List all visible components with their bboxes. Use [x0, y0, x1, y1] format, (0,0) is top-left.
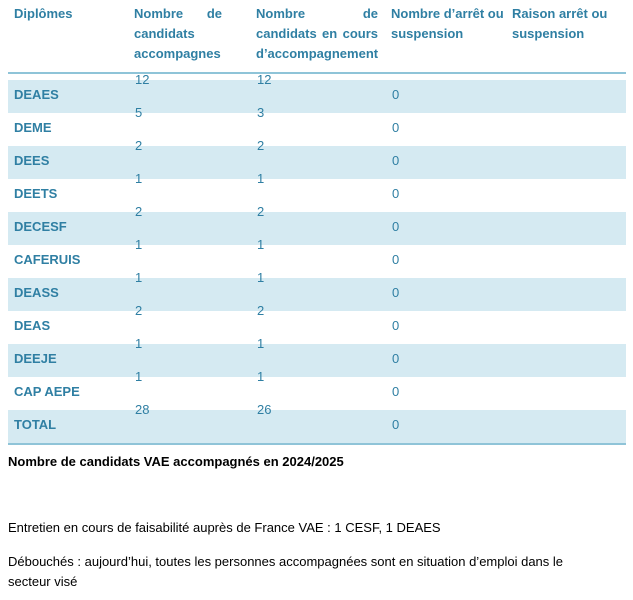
table-row: [8, 369, 626, 410]
cell-nombre-accompagnes: 2: [135, 204, 143, 219]
cell-diplome: DEETS: [14, 186, 58, 201]
cell-nombre-accompagnes: 1: [135, 336, 143, 351]
cell-nombre-en-cours: 2: [257, 138, 265, 153]
cell-nombre-en-cours: 3: [257, 105, 265, 120]
vae-candidates-table: [8, 0, 626, 445]
table-row: [8, 105, 626, 146]
cell-nombre-en-cours: 12: [257, 72, 272, 87]
table-row: [8, 204, 626, 245]
table-body: [8, 72, 626, 445]
cell-diplome: DEAS: [14, 318, 51, 333]
cell-nombre-accompagnes: 5: [135, 105, 143, 120]
cell-nombre-arret: 0: [392, 351, 400, 366]
table-row: [8, 336, 626, 377]
cell-nombre-en-cours: 1: [257, 171, 265, 186]
cell-nombre-arret: 0: [392, 186, 400, 201]
cell-nombre-arret: 0: [392, 120, 400, 135]
cell-nombre-accompagnes: 12: [135, 72, 150, 87]
cell-nombre-arret: 0: [392, 219, 400, 234]
cell-nombre-arret: 0: [392, 417, 400, 432]
cell-nombre-arret: 0: [392, 318, 400, 333]
cell-nombre-arret: 0: [392, 285, 400, 300]
cell-nombre-en-cours: 1: [257, 237, 265, 252]
cell-nombre-en-cours: 1: [257, 336, 265, 351]
cell-nombre-arret: 0: [392, 153, 400, 168]
cell-nombre-en-cours: 2: [257, 303, 265, 318]
cell-diplome: DECESF: [14, 219, 67, 234]
table-row: [8, 138, 626, 179]
cell-diplome: DEAES: [14, 87, 59, 102]
header-raison-arret: Raison arrêt ou suspension: [512, 6, 608, 41]
cell-nombre-en-cours: 1: [257, 270, 265, 285]
cell-nombre-arret: 0: [392, 87, 400, 102]
cell-nombre-accompagnes: 2: [135, 138, 143, 153]
table-row: [8, 270, 626, 311]
cell-nombre-en-cours: 2: [257, 204, 265, 219]
table-header: [8, 0, 626, 74]
table-caption: Nombre de candidats VAE accompagnés en 2024/2025: [8, 454, 344, 469]
table-row: [8, 171, 626, 212]
cell-diplome: DEEJE: [14, 351, 57, 366]
header-diplomes: Diplômes: [14, 6, 73, 21]
cell-diplome: TOTAL: [14, 417, 57, 432]
cell-diplome: DEME: [14, 120, 52, 135]
paragraph-entretien: Entretien en cours de faisabilité auprès de France VAE : 1 CESF, 1 DEAES: [8, 520, 441, 535]
table-row: [8, 237, 626, 278]
cell-nombre-accompagnes: 28: [135, 402, 150, 417]
cell-nombre-accompagnes: 1: [135, 369, 143, 384]
cell-diplome: DEES: [14, 153, 50, 168]
cell-diplome: CAP AEPE: [14, 384, 80, 399]
paragraph-debouches: Débouchés : aujourd’hui, toutes les personnes accompagnées sont en situation d’emploi dans le secteur visé: [8, 554, 564, 589]
cell-nombre-arret: 0: [392, 252, 400, 267]
header-nombre-en-cours: Nombre de candidats en cours d’accompagnement: [256, 6, 379, 61]
table-row: [8, 72, 626, 113]
cell-nombre-accompagnes: 1: [135, 171, 143, 186]
cell-nombre-en-cours: 26: [257, 402, 272, 417]
cell-nombre-accompagnes: 1: [135, 237, 143, 252]
header-nombre-accompagnes: Nombre de candidats accompagnes: [134, 6, 222, 61]
cell-nombre-en-cours: 1: [257, 369, 265, 384]
header-nombre-arret: Nombre d’arrêt ou suspension: [391, 6, 504, 41]
cell-nombre-accompagnes: 2: [135, 303, 143, 318]
table-row: [8, 402, 626, 445]
cell-nombre-arret: 0: [392, 384, 400, 399]
table-row: [8, 303, 626, 344]
cell-diplome: DEASS: [14, 285, 59, 300]
cell-diplome: CAFERUIS: [14, 252, 81, 267]
cell-nombre-accompagnes: 1: [135, 270, 143, 285]
